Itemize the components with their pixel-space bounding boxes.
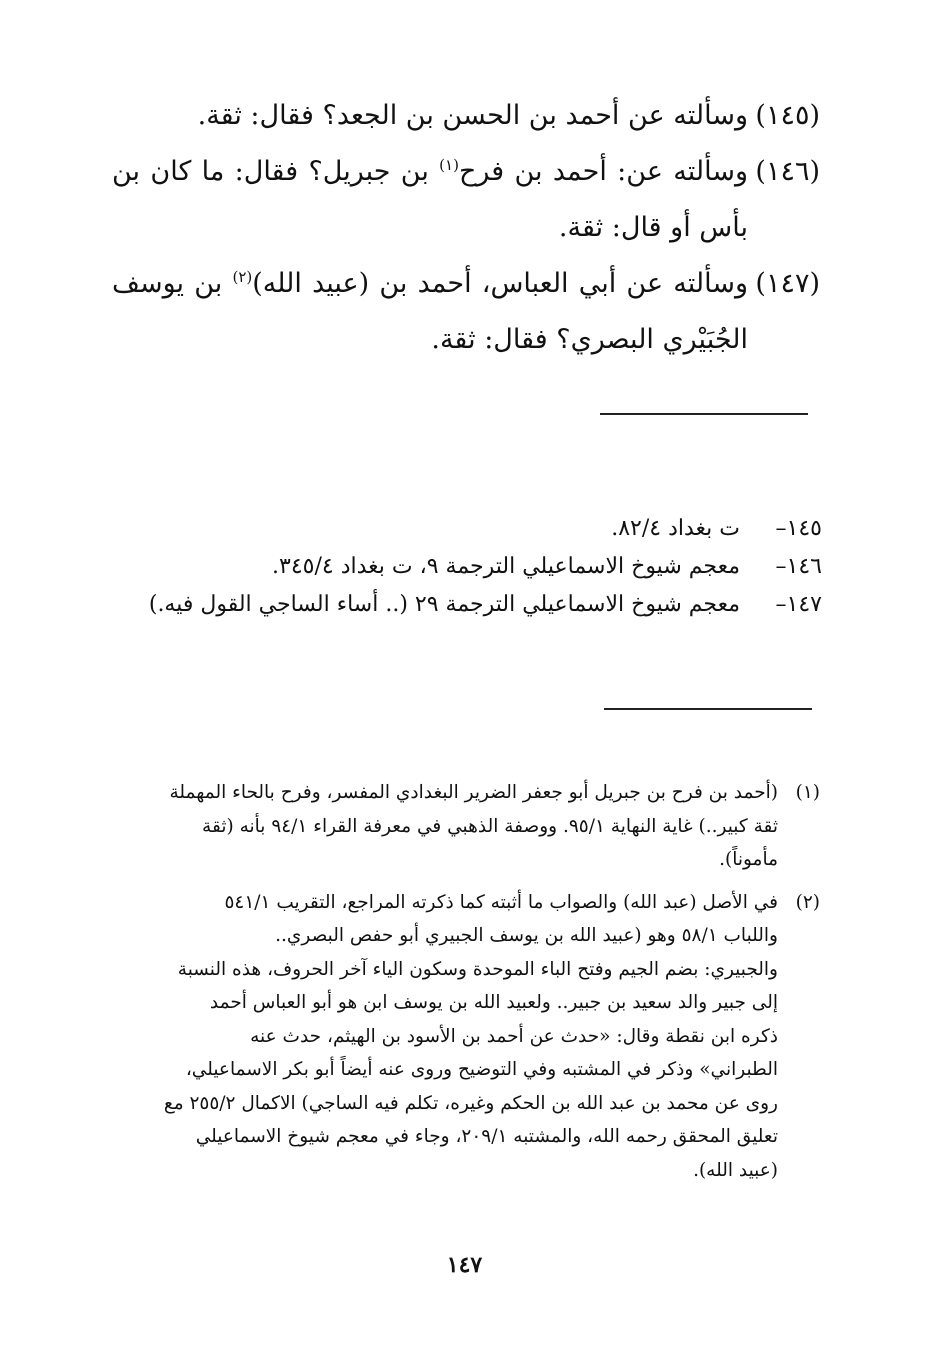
footnote-line: روى عن محمد بن عبد الله بن الحكم وغيره، تكلم فيه الساجي) الاكمال ٢٥٥/٢ مع [163,1092,778,1114]
source-147 [110,586,822,624]
footnote-line: تعليق المحقق رحمه الله، والمشتبه ٢٠٩/١، وجاء في معجم شيوخ الاسماعيلي [195,1126,778,1147]
footnote-line: الطبراني» وذكر في المشتبه وفي التوضيح وروى عنه أيضاً أبو بكر الاسماعيلي، [185,1059,778,1080]
footnote-line: ثقة كبير..) غاية النهاية ٩٥/١. ووصفة الذهبي في معرفة القراء ٩٤/١ بأنه (ثقة [202,815,778,837]
footnote-line: ذكره ابن نقطة وقال: «حدث عن أحمد بن الأسود بن الهيثم، حدث عنه [250,1025,778,1047]
footnote-number: (٢) [795,891,820,913]
source-number: ١٤٥– [775,516,822,541]
entry-number: (١٤٥) [755,100,820,131]
footnote-line: إلى جبير والد سعيد بن جبير.. ولعبيد الله بن يوسف ابن هو أبو العباس أحمد [209,992,778,1013]
source-146 [110,548,822,586]
entry-text: وسألته عن: أحمد بن فرح$^{(١)}$ بن جبريل؟ فقال: ما كان بن بأس أو قال: ثقة. [112,156,748,243]
source-number: ١٤٧– [775,592,822,617]
footnote-2 [112,886,820,1188]
entry-147 [112,256,820,368]
footnote-line: في الأصل (عبد الله) والصواب ما أثبته كما ذكرته المراجع، التقريب ٥٤١/١ [224,891,778,913]
footnote-1 [112,776,820,877]
entry-number: (١٤٦) [755,156,820,187]
footnote-line: (أحمد بن فرح بن جبريل أبو جعفر الضرير البغدادي المفسر، وفرح بالحاء المهملة [169,782,778,803]
footnotes [112,776,820,1196]
entry-145 [112,88,820,144]
footnote-divider [604,708,812,710]
divider-rule [600,413,808,415]
entries-list [112,88,820,368]
source-145 [110,510,822,548]
footnote-line: واللباب ٥٨/١ وهو (عبيد الله بن يوسف الجبيري أبو حفص البصري.. [275,925,778,946]
footnote-number: (١) [795,782,820,803]
source-number: ١٤٦– [775,554,822,579]
sources-list [110,510,822,624]
entry-text: وسألته عن أبي العباس، أحمد بن (عبيد الله)$^{(٢)}$ بن يوسف الجُبَيْري البصري؟ فقال: ثقة. [112,268,748,355]
source-text: معجم شيوخ الاسماعيلي الترجمة ٢٩ (.. أساء الساجي القول فيه.) [148,592,740,617]
footnote-line: والجبيري: بضم الجيم وفتح الباء الموحدة وسكون الياء آخر الحروف، هذه النسبة [177,958,778,980]
footnote-text [112,886,778,1188]
source-text: معجم شيوخ الاسماعيلي الترجمة ٩، ت بغداد ٣٤٥/٤. [272,554,740,579]
footnote-marker: (٢) [232,268,253,286]
entry-number: (١٤٧) [755,268,820,299]
entry-146 [112,144,820,256]
source-text: ت بغداد ٨٢/٤. [611,516,740,541]
footnote-line: (عبيد الله). [693,1159,778,1181]
footnote-line: مأموناً). [719,849,778,870]
page-number: ١٤٧ [446,1252,483,1278]
footnote-text [112,776,778,877]
entry-text: وسألته عن أحمد بن الحسن بن الجعد؟ فقال: ثقة. [197,100,748,131]
footnote-marker: (١) [439,156,459,174]
